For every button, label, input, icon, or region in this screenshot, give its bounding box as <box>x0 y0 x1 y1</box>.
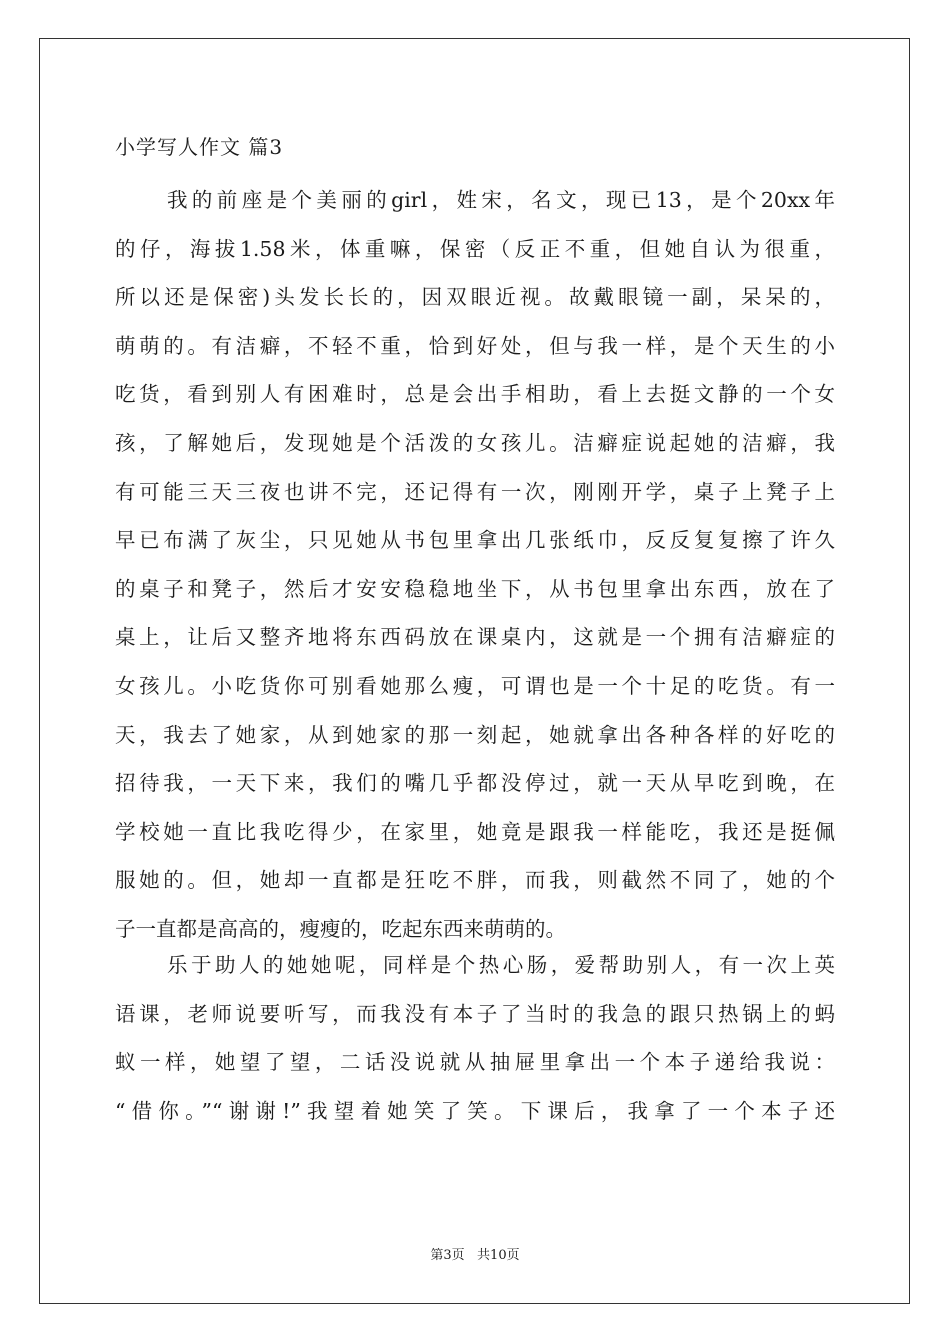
paragraph-2 <box>115 941 835 1135</box>
text-line: 女孩儿。小吃货你可别看她那么瘦，可谓也是一个十足的吃货。有一 <box>115 673 835 698</box>
text-line: 招待我，一天下来，我们的嘴几乎都没停过，就一天从早吃到晚，在 <box>115 771 835 796</box>
text-line: “借你。”“谢谢!”我望着她笑了笑。下课后，我拿了一个本子还 <box>115 1098 835 1123</box>
page-number-footer: 第3页 共10页 <box>430 1248 520 1263</box>
text-line: 的桌子和凳子，然后才安安稳稳地坐下，从书包里拿出东西，放在了 <box>115 576 835 601</box>
text-line: 学校她一直比我吃得少，在家里，她竟是跟我一样能吃，我还是挺佩 <box>115 819 835 844</box>
paragraph-1 <box>115 176 835 954</box>
text-line: 吃货，看到别人有困难时，总是会出手相助，看上去挺文静的一个女 <box>115 382 835 407</box>
text-line: 蚁一样，她望了望，二话没说就从抽屉里拿出一个本子递给我说： <box>115 1050 835 1075</box>
text-line: 子一直都是高高的，瘦瘦的，吃起东西来萌萌的。 <box>115 916 566 941</box>
text-line: 语课，老师说要听写，而我没有本子了当时的我急的跟只热锅上的蚂 <box>115 1001 835 1026</box>
text-line: 乐于助人的她她呢，同样是个热心肠，爱帮助别人，有一次上英 <box>167 953 835 977</box>
text-line: 服她的。但，她却一直都是狂吃不胖，而我，则截然不同了，她的个 <box>115 868 835 893</box>
text-line: 萌萌的。有洁癖，不轻不重，恰到好处，但与我一样，是个天生的小 <box>115 333 835 358</box>
text-line: 孩，了解她后，发现她是个活泼的女孩儿。洁癖症说起她的洁癖，我 <box>115 430 835 455</box>
text-line: 早已布满了灰尘，只见她从书包里拿出几张纸巾，反反复复擦了许久 <box>115 528 835 553</box>
text-line: 所以还是保密)头发长长的，因双眼近视。故戴眼镜一副，呆呆的， <box>115 285 835 310</box>
text-line: 我的前座是个美丽的girl，姓宋，名文，现已13，是个20xx年 <box>167 188 835 212</box>
text-line: 天，我去了她家，从到她家的那一刻起，她就拿出各种各样的好吃的 <box>115 722 835 747</box>
text-line: 桌上，让后又整齐地将东西码放在课桌内，这就是一个拥有洁癖症的 <box>115 625 835 650</box>
document-title: 小学写人作文 篇3 <box>115 135 284 159</box>
text-line: 的仔，海拔1.58米，体重嘛，保密（反正不重，但她自认为很重， <box>115 236 835 261</box>
text-line: 有可能三天三夜也讲不完，还记得有一次，刚刚开学，桌子上凳子上 <box>115 479 835 504</box>
